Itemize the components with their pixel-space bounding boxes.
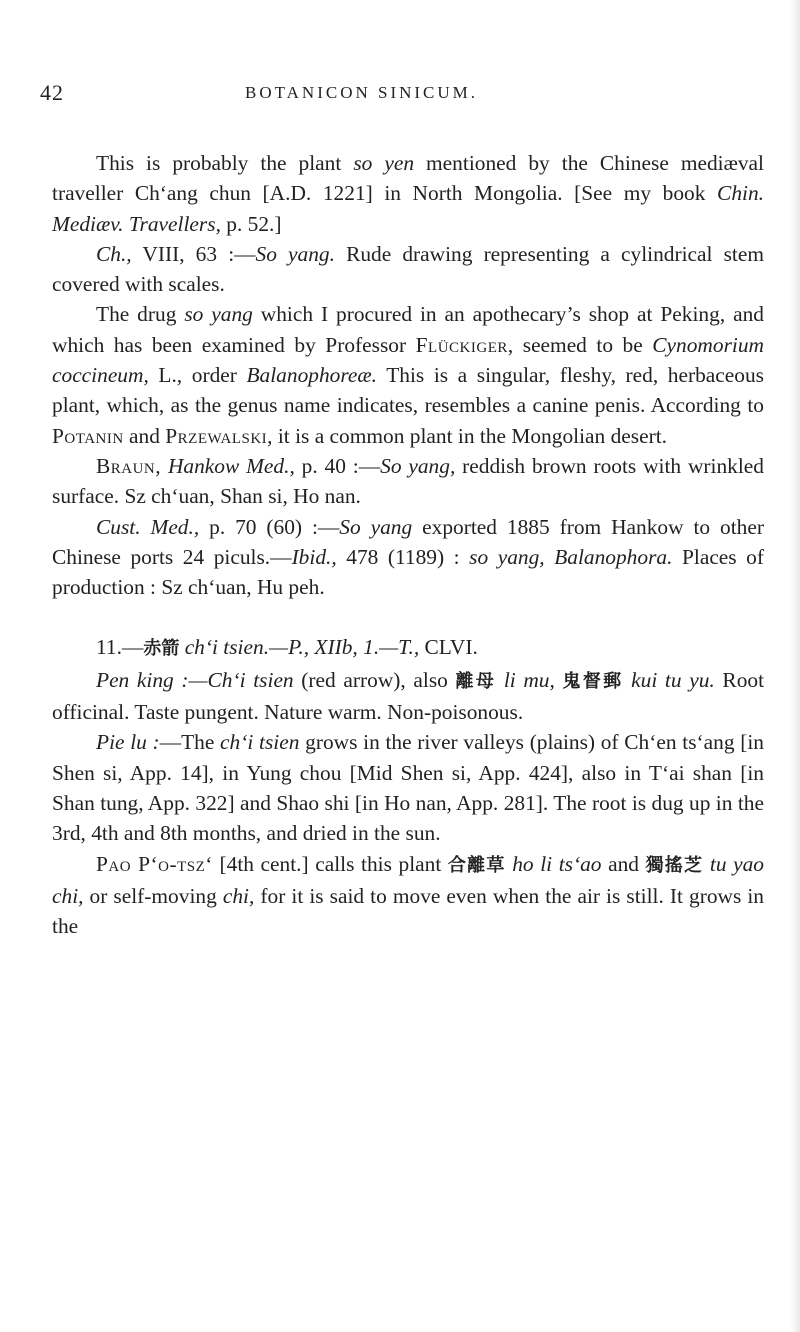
page-body bbox=[52, 148, 764, 941]
paragraph-pen-king: Pen king :—Ch‘i tsien (red arrow), also 離母 li mu, 鬼督郵 kui tu yu. Root officinal. Taste pungent. Nature warm. Non-poisonous. bbox=[52, 667, 765, 725]
paragraph-ch-viii: Ch., VIII, 63 :—So yang. Rude drawing representing a cylindrical stem covered with scales. bbox=[52, 241, 764, 297]
paragraph-braun: Braun, Hankow Med., p. 40 :—So yang, reddish brown roots with wrinkled surface. Sz ch‘uan, Shan si, Ho nan. bbox=[52, 453, 764, 509]
entry-heading-chi-tsien: 11.—赤箭 ch‘i tsien.—P., XIIb, 1.—T., CLVI. bbox=[96, 635, 478, 660]
running-title: BOTANICON SINICUM. bbox=[245, 83, 479, 102]
paragraph-drug-so-yang: The drug so yang which I procured in an apothecary’s shop at Peking, and which has been examined by Professor Flückiger, seemed to be Cynomorium coccineum, L., order Balanophoreæ. This is a singular, fleshy, red, herbaceous plant, which, as the genus name indicates, resembles a canine penis. According to Potanin and Przewalski, it is a common plant in the Mongolian desert. bbox=[52, 302, 765, 448]
page-edge-shadow bbox=[790, 0, 800, 1332]
page-header bbox=[0, 72, 800, 112]
section-gap bbox=[52, 602, 764, 632]
paragraph-pao-po-tsz: Pao P‘o-tsz‘ [4th cent.] calls this plant 合離草 ho li ts‘ao and 獨搖芝 tu yao chi, or self-moving chi, for it is said to move even when the air is still. It grows in the bbox=[52, 851, 765, 939]
page-number: 42 bbox=[40, 80, 64, 105]
paragraph-pie-lu: Pie lu :—The ch‘i tsien grows in the river valleys (plains) of Ch‘en ts‘ang [in Shen si, App. 14], in Yung chou [Mid Shen si, App. 424], also in T‘ai shan [in Shan tung, App. 322] and Shao shi [in Ho nan, App. 281]. The root is dug up in the 3rd, 4th and 8th months, and dried in the sun. bbox=[52, 730, 764, 846]
paragraph-so-yen: This is probably the plant so yen mentioned by the Chinese mediæval traveller Ch‘ang chun [A.D. 1221] in North Mongolia. [See my book Chin. Mediæv. Travellers, p. 52.] bbox=[52, 151, 764, 236]
paragraph-cust-med: Cust. Med., p. 70 (60) :—So yang exported 1885 from Hankow to other Chinese ports 24 piculs.—Ibid., 478 (1189) : so yang, Balanophora. Places of production : Sz ch‘uan, Hu peh. bbox=[52, 514, 764, 600]
